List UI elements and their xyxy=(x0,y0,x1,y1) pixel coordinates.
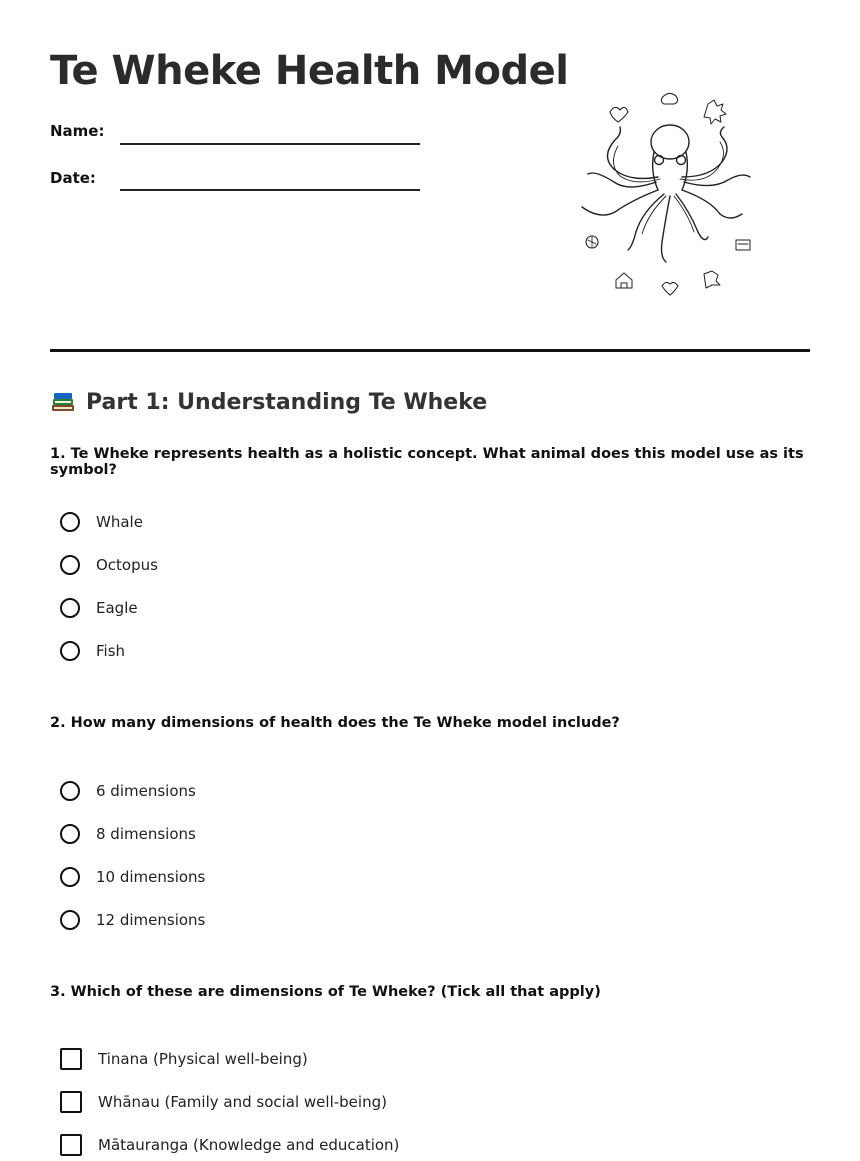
option-label: 10 dimensions xyxy=(96,868,206,886)
q1-option-octopus[interactable] xyxy=(60,555,158,575)
radio-button[interactable] xyxy=(60,555,80,575)
question-1-text: 1. Te Wheke represents health as a holistic concept. What animal does this model use as its symbol? xyxy=(50,446,804,478)
section-divider xyxy=(50,349,810,352)
question-3-text: 3. Which of these are dimensions of Te Wheke? (Tick all that apply) xyxy=(50,984,601,1000)
section-heading xyxy=(50,389,487,415)
option-label: Whale xyxy=(96,513,143,531)
option-label: Tinana (Physical well-being) xyxy=(98,1050,308,1068)
checkbox[interactable] xyxy=(60,1134,82,1156)
octopus-illustration xyxy=(570,82,770,302)
q3-option-tinana[interactable] xyxy=(60,1048,308,1070)
option-label: 6 dimensions xyxy=(96,782,196,800)
radio-button[interactable] xyxy=(60,641,80,661)
section-title: Part 1: Understanding Te Wheke xyxy=(86,389,488,415)
question-2-text: 2. How many dimensions of health does the Te Wheke model include? xyxy=(50,715,620,731)
radio-button[interactable] xyxy=(60,910,80,930)
name-label: Name: xyxy=(50,122,105,140)
option-label: Mātauranga (Knowledge and education) xyxy=(98,1136,400,1154)
q3-option-matauranga[interactable] xyxy=(60,1134,399,1156)
q1-option-eagle[interactable] xyxy=(60,598,138,618)
q2-option-12[interactable] xyxy=(60,910,205,930)
name-field[interactable] xyxy=(120,143,420,145)
q3-option-whanau[interactable] xyxy=(60,1091,387,1113)
books-icon xyxy=(50,389,76,415)
radio-button[interactable] xyxy=(60,781,80,801)
q1-option-whale[interactable] xyxy=(60,512,143,532)
q2-option-10[interactable] xyxy=(60,867,205,887)
date-label: Date: xyxy=(50,169,96,187)
checkbox[interactable] xyxy=(60,1048,82,1070)
radio-button[interactable] xyxy=(60,512,80,532)
q2-option-8[interactable] xyxy=(60,824,196,844)
q1-option-fish[interactable] xyxy=(60,641,125,661)
checkbox[interactable] xyxy=(60,1091,82,1113)
radio-button[interactable] xyxy=(60,598,80,618)
radio-button[interactable] xyxy=(60,824,80,844)
page-title: Te Wheke Health Model xyxy=(50,48,569,94)
option-label: Eagle xyxy=(96,599,138,617)
option-label: 8 dimensions xyxy=(96,825,196,843)
radio-button[interactable] xyxy=(60,867,80,887)
option-label: Whānau (Family and social well-being) xyxy=(98,1093,387,1111)
option-label: Fish xyxy=(96,642,126,660)
date-field[interactable] xyxy=(120,189,420,191)
q2-option-6[interactable] xyxy=(60,781,196,801)
option-label: Octopus xyxy=(96,556,158,574)
option-label: 12 dimensions xyxy=(96,911,206,929)
